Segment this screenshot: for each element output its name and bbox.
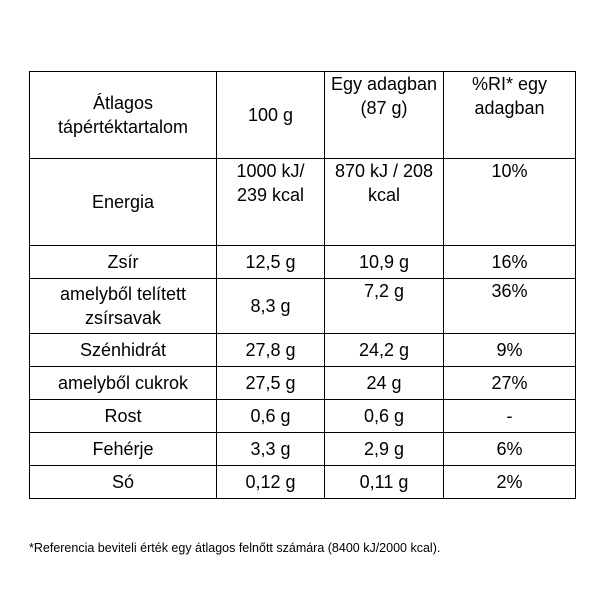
row-fibre-name: Rost [30, 400, 217, 433]
row-sugars-name: amelyből cukrok [30, 367, 217, 400]
row-protein-per-100g: 3,3 g [217, 433, 325, 466]
row-saturates-name: amelyből telített zsírsavak [30, 279, 217, 334]
row-fibre-per-100g: 0,6 g [217, 400, 325, 433]
reference-intake-footnote: *Referencia beviteli érték egy átlagos felnőtt számára (8400 kJ/2000 kcal). [29, 541, 441, 555]
table-row [30, 159, 576, 246]
header-nutrient: Átlagos tápértéktartalom [30, 72, 217, 159]
row-fibre-per-serving: 0,6 g [325, 400, 444, 433]
row-protein-name: Fehérje [30, 433, 217, 466]
row-saturates-per-100g: 8,3 g [217, 279, 325, 334]
header-ri-per-serving: %RI* egy adagban [444, 72, 576, 159]
row-fibre-ri: - [444, 400, 576, 433]
row-protein-per-serving: 2,9 g [325, 433, 444, 466]
table-row [30, 246, 576, 279]
header-per-100g: 100 g [217, 72, 325, 159]
row-energy-ri: 10% [444, 159, 576, 246]
row-energy-per-100g: 1000 kJ/ 239 kcal [217, 159, 325, 246]
nutrition-table [29, 71, 576, 499]
row-salt-per-100g: 0,12 g [217, 466, 325, 499]
row-fat-per-100g: 12,5 g [217, 246, 325, 279]
row-saturates-ri: 36% [444, 279, 576, 334]
row-sugars-per-100g: 27,5 g [217, 367, 325, 400]
row-energy-per-serving: 870 kJ / 208 kcal [325, 159, 444, 246]
row-sugars-per-serving: 24 g [325, 367, 444, 400]
table-header-row [30, 72, 576, 159]
table-row [30, 466, 576, 499]
row-salt-per-serving: 0,11 g [325, 466, 444, 499]
table-row [30, 279, 576, 334]
table-row [30, 367, 576, 400]
header-per-serving: Egy adagban (87 g) [325, 72, 444, 159]
row-fat-name: Zsír [30, 246, 217, 279]
row-saturates-per-serving: 7,2 g [325, 279, 444, 334]
row-carbohydrate-per-serving: 24,2 g [325, 334, 444, 367]
row-carbohydrate-name: Szénhidrát [30, 334, 217, 367]
row-protein-ri: 6% [444, 433, 576, 466]
row-carbohydrate-ri: 9% [444, 334, 576, 367]
row-fat-per-serving: 10,9 g [325, 246, 444, 279]
row-salt-name: Só [30, 466, 217, 499]
table-row [30, 400, 576, 433]
row-fat-ri: 16% [444, 246, 576, 279]
table-row [30, 334, 576, 367]
row-energy-name: Energia [30, 159, 217, 246]
row-carbohydrate-per-100g: 27,8 g [217, 334, 325, 367]
row-salt-ri: 2% [444, 466, 576, 499]
row-sugars-ri: 27% [444, 367, 576, 400]
table-row [30, 433, 576, 466]
